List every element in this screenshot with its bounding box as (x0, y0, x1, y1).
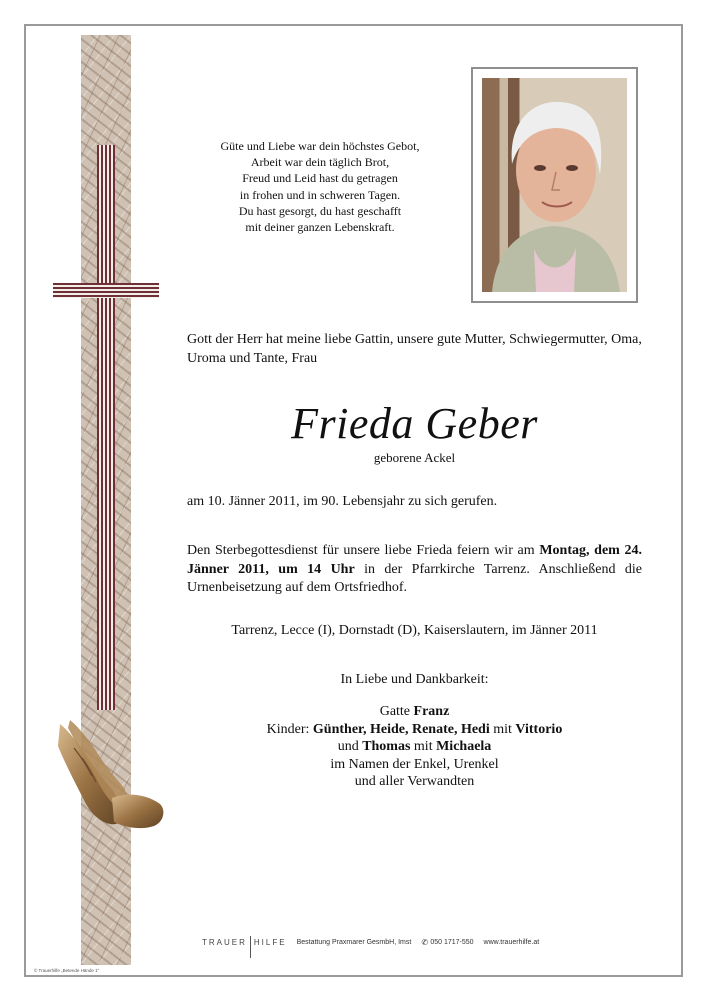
praying-hands-icon (52, 718, 168, 838)
family-line-children-2 (187, 738, 642, 756)
maiden-name: geborene Ackel (373, 450, 456, 465)
cross-vertical-beam (97, 145, 115, 710)
family-name: Vittorio (515, 721, 563, 737)
portrait-photo (482, 78, 627, 292)
family-list (187, 703, 642, 791)
family-connector: mit (489, 721, 516, 737)
family-connector: mit (410, 739, 437, 754)
website[interactable]: www.trauerhilfe.at (483, 938, 540, 946)
service-text-part: Den Sterbegottesdienst für unsere liebe Frieda feiern wir am (187, 543, 540, 558)
service-text-part: in der Pfarrkirche Tarrenz. Anschließend die Urnenbeisetzung auf dem Ortsfriedhof. (187, 561, 642, 595)
family-label: Kinder: (266, 721, 313, 737)
family-line-relatives-2: und aller Verwandten (354, 774, 475, 789)
funeral-service-text (187, 542, 642, 598)
poem-line: Du hast gesorgt, du hast geschafft (238, 203, 402, 218)
family-connector: und (337, 739, 363, 754)
poem (175, 138, 465, 235)
family-line-children (187, 721, 642, 739)
poem-line: in frohen und in schweren Tagen. (239, 187, 401, 202)
poem-line: Freud und Leid hast du getragen (242, 171, 398, 186)
thanks-heading: In Liebe und Dankbarkeit: (340, 672, 489, 687)
copyright-note: © Trauerhilfe „Betende Hände 1“ (34, 968, 100, 973)
family-name: Franz (413, 704, 450, 719)
family-label: Gatte (379, 704, 414, 719)
family-line-relatives: im Namen der Enkel, Urenkel (330, 756, 499, 772)
places-and-date: Tarrenz, Lecce (I), Dornstadt (D), Kaiserslautern, im Jänner 2011 (231, 623, 598, 638)
phone-number: 050 1717-550 (430, 938, 474, 946)
logo-divider (250, 936, 251, 958)
poem-line: mit deiner ganzen Lebenskraft. (245, 220, 395, 235)
footer (202, 935, 602, 949)
logo-left: TRAUER (202, 937, 247, 947)
deceased-name: Frieda Geber (291, 399, 538, 448)
family-name: Michaela (436, 739, 492, 754)
poem-line: Güte und Liebe war dein höchstes Gebot, (220, 139, 420, 153)
company-name: Bestattung Praxmarer GesmbH, Imst (296, 938, 412, 946)
service-date-time: Montag, dem 24. Jänner 2011, um 14 Uhr (187, 543, 643, 577)
cross-horizontal-beam (53, 283, 159, 298)
logo-right: HILFE (253, 937, 287, 947)
portrait-illustration (482, 78, 627, 292)
family-line-spouse (187, 703, 642, 721)
phone-icon: ✆ (421, 937, 429, 947)
family-name: Günther, Heide, Renate, Hedi (312, 721, 490, 737)
family-name: Thomas (362, 739, 411, 754)
portrait-frame (471, 67, 638, 303)
death-notice-text: am 10. Jänner 2011, im 90. Lebensjahr zu sich gerufen. (187, 494, 498, 509)
poem-line: Arbeit war dein täglich Brot, (250, 155, 390, 170)
intro-text: Gott der Herr hat meine liebe Gattin, unsere gute Mutter, Schwiegermutter, Oma, Uroma und Tante, Frau (187, 332, 642, 366)
